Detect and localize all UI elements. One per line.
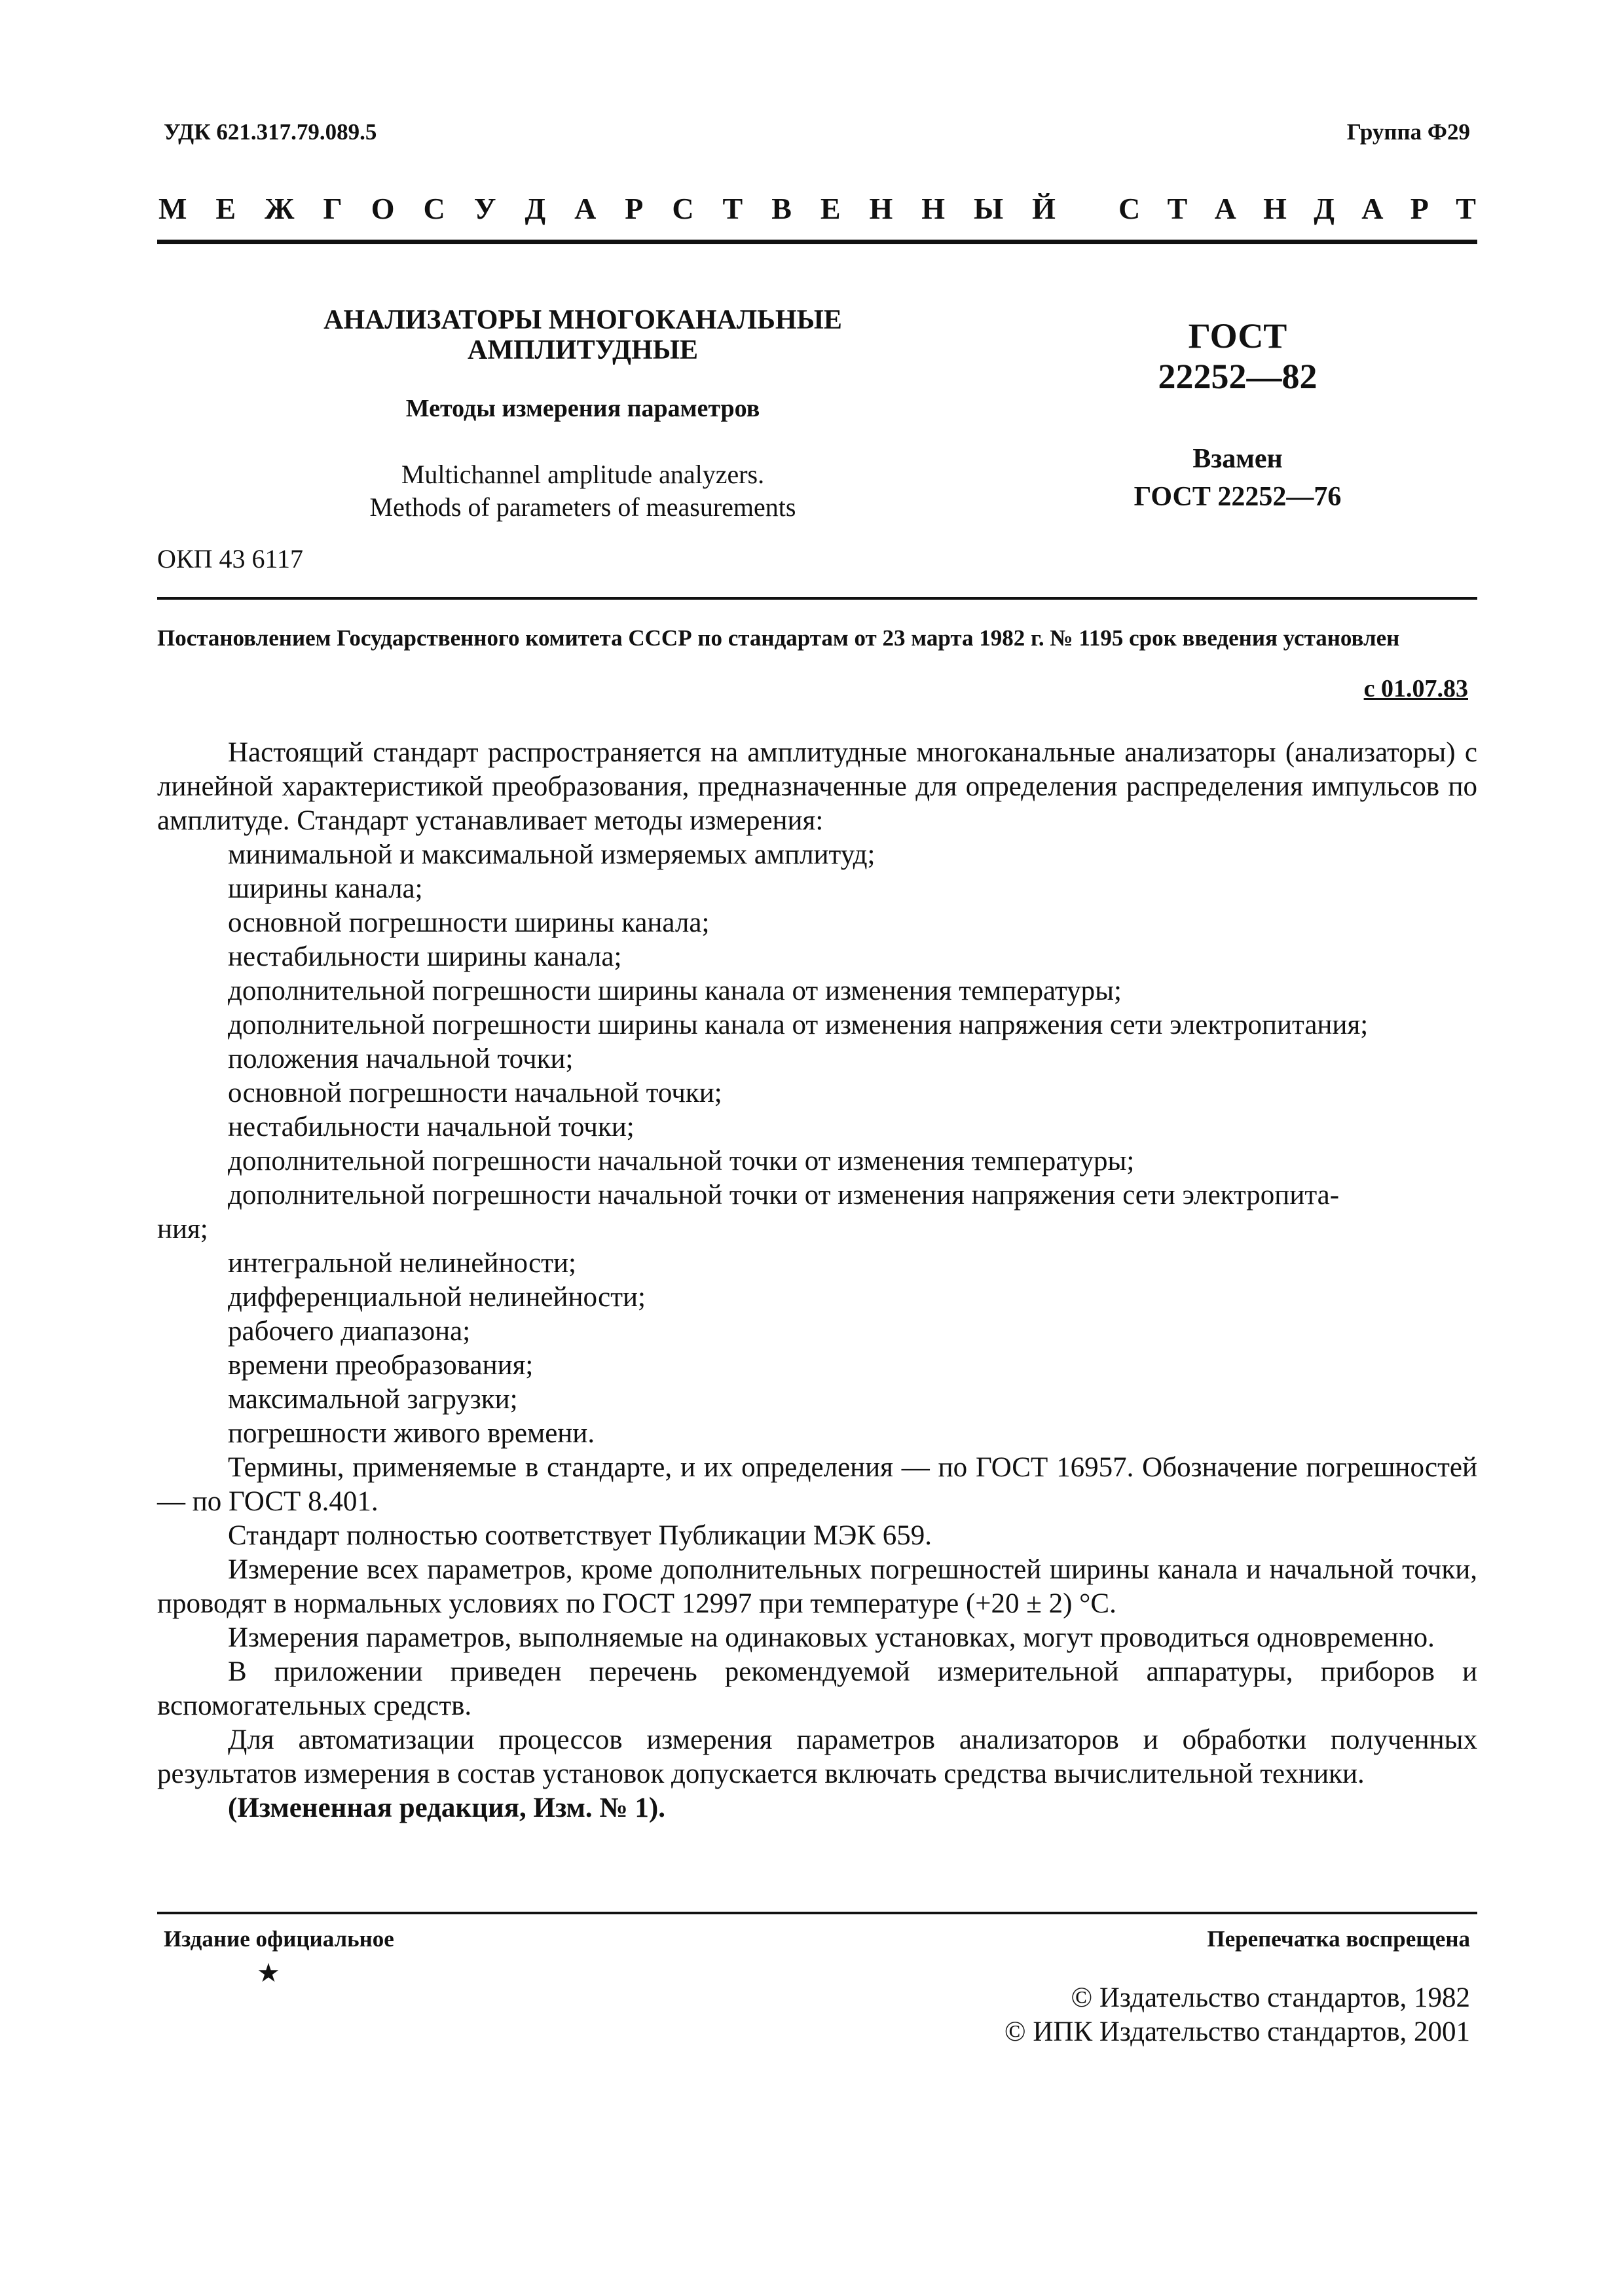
conditions-paragraph: Измерение всех параметров, кроме дополнительных погрешностей ширины канала и начальной точки, проводят в нормальных условиях по ГОСТ 12997 при температуре (+20 ± 2) °С. [157,1554,1477,1619]
amendment-note: (Измененная редакция, Изм. № 1). [228,1793,665,1823]
reprint-prohibited: Перепечатка воспрещена [1207,1926,1470,1952]
list-item [157,1144,1477,1178]
subtitle: Методы измерения параметров [405,395,760,422]
list-item [157,1008,1477,1042]
list-item-text: положения начальной точки; [228,1044,574,1074]
list-item-text: дифференциальной нелинейности; [228,1282,646,1313]
udk-code: УДК 621.317.79.089.5 [164,119,377,145]
title [249,305,917,365]
list-item [157,1417,1477,1451]
banner-letter: Ы [974,192,1004,225]
banner-letter: О [371,192,395,225]
okp-code: ОКП 43 6117 [157,544,303,574]
list-item-text: нестабильности ширины канала; [228,941,622,972]
list-item-text: дополнительной погрешности начальной точки от изменения температуры; [228,1146,1135,1176]
star-icon: ★ [257,1958,280,1988]
title-line-1: АНАЛИЗАТОРЫ МНОГОКАНАЛЬНЫЕ [323,305,842,335]
gost-number: 22252—82 [1158,357,1318,396]
decree-text: Постановлением Государственного комитета СССР по стандартам от 23 марта 1982 г. № 1195 срок введения установлен [157,625,1400,651]
automation-paragraph: Для автоматизации процессов измерения параметров анализаторов и обработки полученных результатов измерения в состав установок допускается включать средства вычислительной техники. [157,1724,1477,1789]
list-item-text: дополнительной погрешности ширины канала от изменения напряжения сети электропитания; [228,1010,1369,1040]
list-item-text: рабочего диапазона; [228,1316,471,1347]
banner-letter: Г [323,192,342,225]
banner-word-standard [1118,191,1476,226]
banner-word-interstate [158,191,1056,226]
banner-letter: А [574,192,597,225]
banner-letter: Т [1167,192,1188,225]
banner-letter: М [158,192,187,225]
banner-letter: А [1214,192,1236,225]
list-item [157,1281,1477,1315]
banner-letter: Е [820,192,841,225]
methods-list [157,838,1477,1451]
banner-letter: Р [1410,192,1429,225]
list-item [157,1042,1477,1076]
list-item [157,1178,1477,1247]
list-item-text: основной погрешности начальной точки; [228,1078,722,1108]
list-item [157,1349,1477,1383]
terms-paragraph: Термины, применяемые в стандарте, и их определения — по ГОСТ 16957. Обозначение погрешностей — по ГОСТ 8.401. [157,1452,1477,1517]
title-rule [157,597,1477,600]
banner-letter: Н [1263,192,1287,225]
appendix-paragraph: В приложении приведен перечень рекомендуемой измерительной аппаратуры, приборов и вспомогательных средств. [157,1656,1477,1721]
list-item [157,838,1477,872]
replaces-label: Взамен [1192,444,1283,474]
list-item-continuation: ния; [157,1214,208,1245]
banner-letter: А [1361,192,1384,225]
banner-letter: Н [869,192,893,225]
official-edition: Издание официальное [164,1926,394,1952]
banner-letter: Н [921,192,946,225]
list-item [157,1383,1477,1417]
replaces-gost: ГОСТ 22252—76 [1134,482,1342,512]
list-item-text: максимальной загрузки; [228,1384,518,1415]
copyright-2001: © ИПК Издательство стандартов, 2001 [1004,2016,1470,2047]
banner-letter: Р [625,192,644,225]
header-rule [157,240,1477,244]
list-item-text: погрешности живого времени. [228,1418,595,1449]
list-item-text: дополнительной погрешности ширины канала от изменения температуры; [228,975,1122,1006]
body-text [157,736,1477,1825]
banner-letter: Д [525,192,546,225]
list-item-text: дополнительной погрешности начальной точки от изменения напряжения сети электропита- [228,1180,1340,1211]
title-line-2: АМПЛИТУДНЫЕ [467,335,699,365]
banner-letter: У [473,192,496,225]
list-item-text: основной погрешности ширины канала; [228,907,710,938]
footer-rule [157,1912,1477,1914]
banner-letter: В [771,192,792,225]
copyright-1982: © Издательство стандартов, 1982 [1071,1982,1470,2013]
gost-designation [1067,316,1408,397]
interstate-standard-banner [158,191,1476,226]
list-item [157,940,1477,974]
list-item [157,906,1477,940]
list-item [157,872,1477,906]
banner-letter: Д [1314,192,1335,225]
banner-letter: Ж [265,192,295,225]
list-item-text: интегральной нелинейности; [228,1248,576,1279]
banner-letter: Е [215,192,236,225]
list-item-text: нестабильности начальной точки; [228,1112,635,1142]
group-code: Группа Ф29 [1346,119,1470,145]
copyright-block [1005,1981,1470,2049]
banner-letter: Й [1032,192,1056,225]
list-item [157,1247,1477,1281]
list-item [157,1315,1477,1349]
banner-letter: Т [1456,192,1476,225]
intro-paragraph: Настоящий стандарт распространяется на амплитудные многоканальные анализаторы (анализаторы) с линейной характеристикой преобразования, предназначенные для определения распределения импульсов по амплитуде. Стандарт устанавливает методы измерения: [157,737,1477,836]
simultaneous-paragraph: Измерения параметров, выполняемые на одинаковых установках, могут проводиться одновременно. [228,1622,1435,1653]
effective-date: с 01.07.83 [1363,675,1468,702]
list-item [157,1110,1477,1144]
banner-letter: С [423,192,445,225]
english-title [249,458,917,524]
english-title-line-1: Multichannel amplitude analyzers. [401,460,765,489]
list-item [157,1076,1477,1110]
english-title-line-2: Methods of parameters of measurements [369,492,796,522]
banner-letter: С [672,192,694,225]
banner-letter: С [1118,192,1141,225]
iec-paragraph: Стандарт полностью соответствует Публикации МЭК 659. [228,1520,932,1551]
banner-letter: Т [722,192,743,225]
list-item-text: ширины канала; [228,873,423,904]
list-item-text: времени преобразования; [228,1350,534,1381]
list-item-text: минимальной и максимальной измеряемых амплитуд; [228,839,876,870]
replaces-block [1067,440,1408,516]
list-item [157,974,1477,1008]
gost-label: ГОСТ [1188,316,1287,355]
